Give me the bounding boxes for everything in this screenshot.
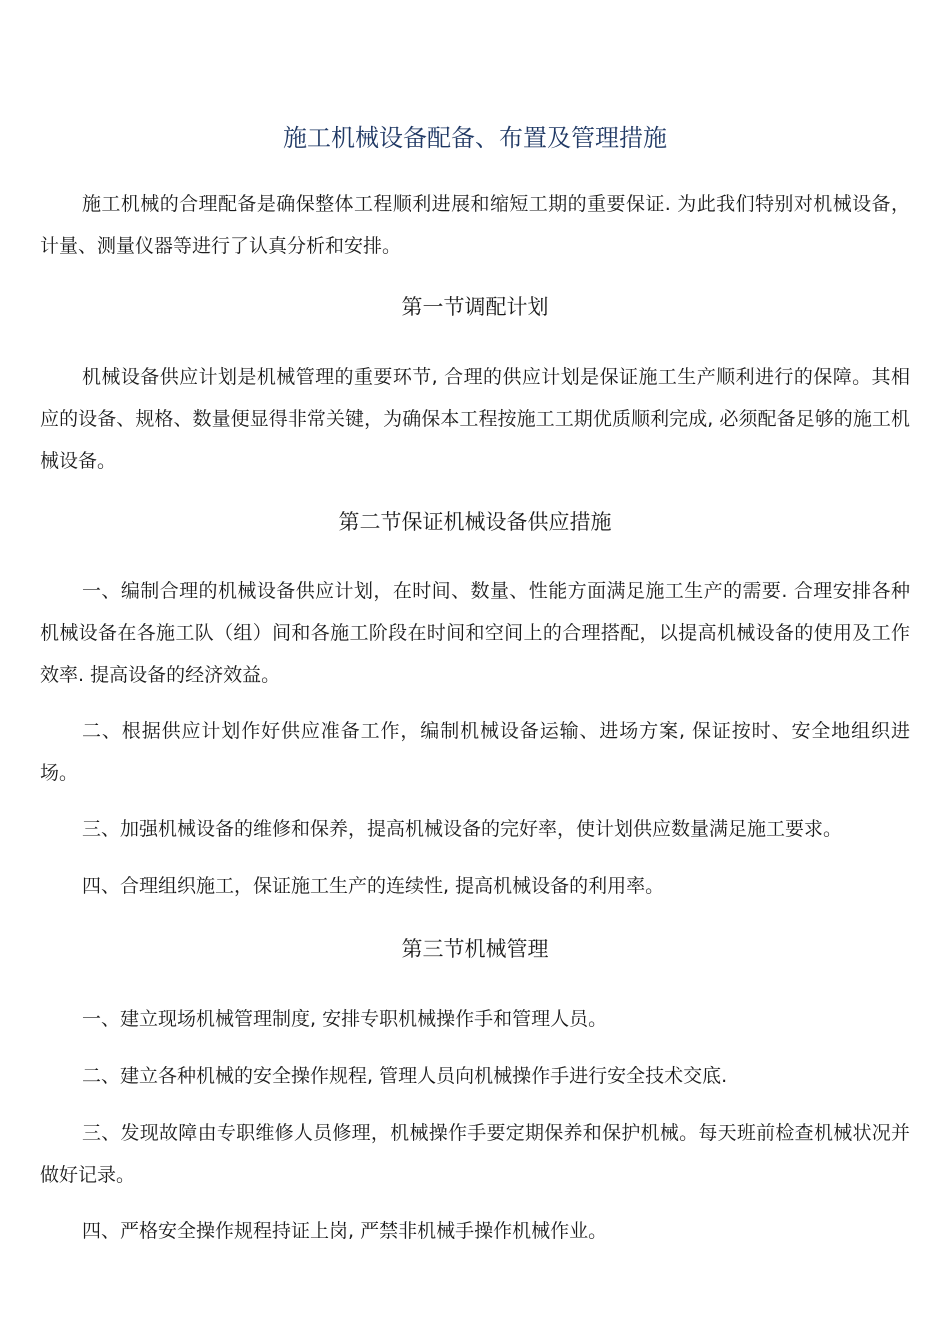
section-2-paragraph-3: 三、加强机械设备的维修和保养，提高机械设备的完好率，使计划供应数量满足施工要求。 bbox=[82, 818, 843, 840]
intro-paragraph: 施工机械的合理配备是确保整体工程顺利进展和缩短工期的重要保证. 为此我们特别对机械设备，计量、测量仪器等进行了认真分析和安排。 bbox=[40, 193, 910, 257]
section-3-paragraph-3: 三、发现故障由专职维修人员修理，机械操作手要定期保养和保护机械。每天班前检查机械状况并做好记录。 bbox=[40, 1122, 910, 1186]
section-3-paragraph-1: 一、建立现场机械管理制度, 安排专职机械操作手和管理人员。 bbox=[82, 1008, 608, 1030]
section-3-heading: 第三节机械管理 bbox=[401, 937, 549, 961]
document-title: 施工机械设备配备、布置及管理措施 bbox=[283, 124, 667, 152]
section-1-paragraph-1: 机械设备供应计划是机械管理的重要环节, 合理的供应计划是保证施工生产顺利进行的保障。其相应的设备、规格、数量便显得非常关键，为确保本工程按施工工期优质顺利完成, 必须配备足够的施工机械设备。 bbox=[40, 366, 910, 472]
section-3-paragraph-4: 四、严格安全操作规程持证上岗, 严禁非机械手操作机械作业。 bbox=[82, 1220, 608, 1242]
section-2-paragraph-2: 二、根据供应计划作好供应准备工作，编制机械设备运输、进场方案, 保证按时、安全地组织进场。 bbox=[40, 720, 910, 784]
section-1-heading: 第一节调配计划 bbox=[401, 295, 549, 319]
section-3-paragraph-2: 二、建立各种机械的安全操作规程, 管理人员向机械操作手进行安全技术交底. bbox=[82, 1065, 728, 1087]
section-2-paragraph-4: 四、合理组织施工，保证施工生产的连续性, 提高机械设备的利用率。 bbox=[82, 875, 665, 897]
section-2-heading: 第二节保证机械设备供应措施 bbox=[338, 510, 612, 534]
section-2-paragraph-1: 一、编制合理的机械设备供应计划，在时间、数量、性能方面满足施工生产的需要. 合理安排各种机械设备在各施工队（组）间和各施工阶段在时间和空间上的合理搭配，以提高机械设备的使用及工作效率. 提高设备的经济效益。 bbox=[40, 580, 910, 686]
